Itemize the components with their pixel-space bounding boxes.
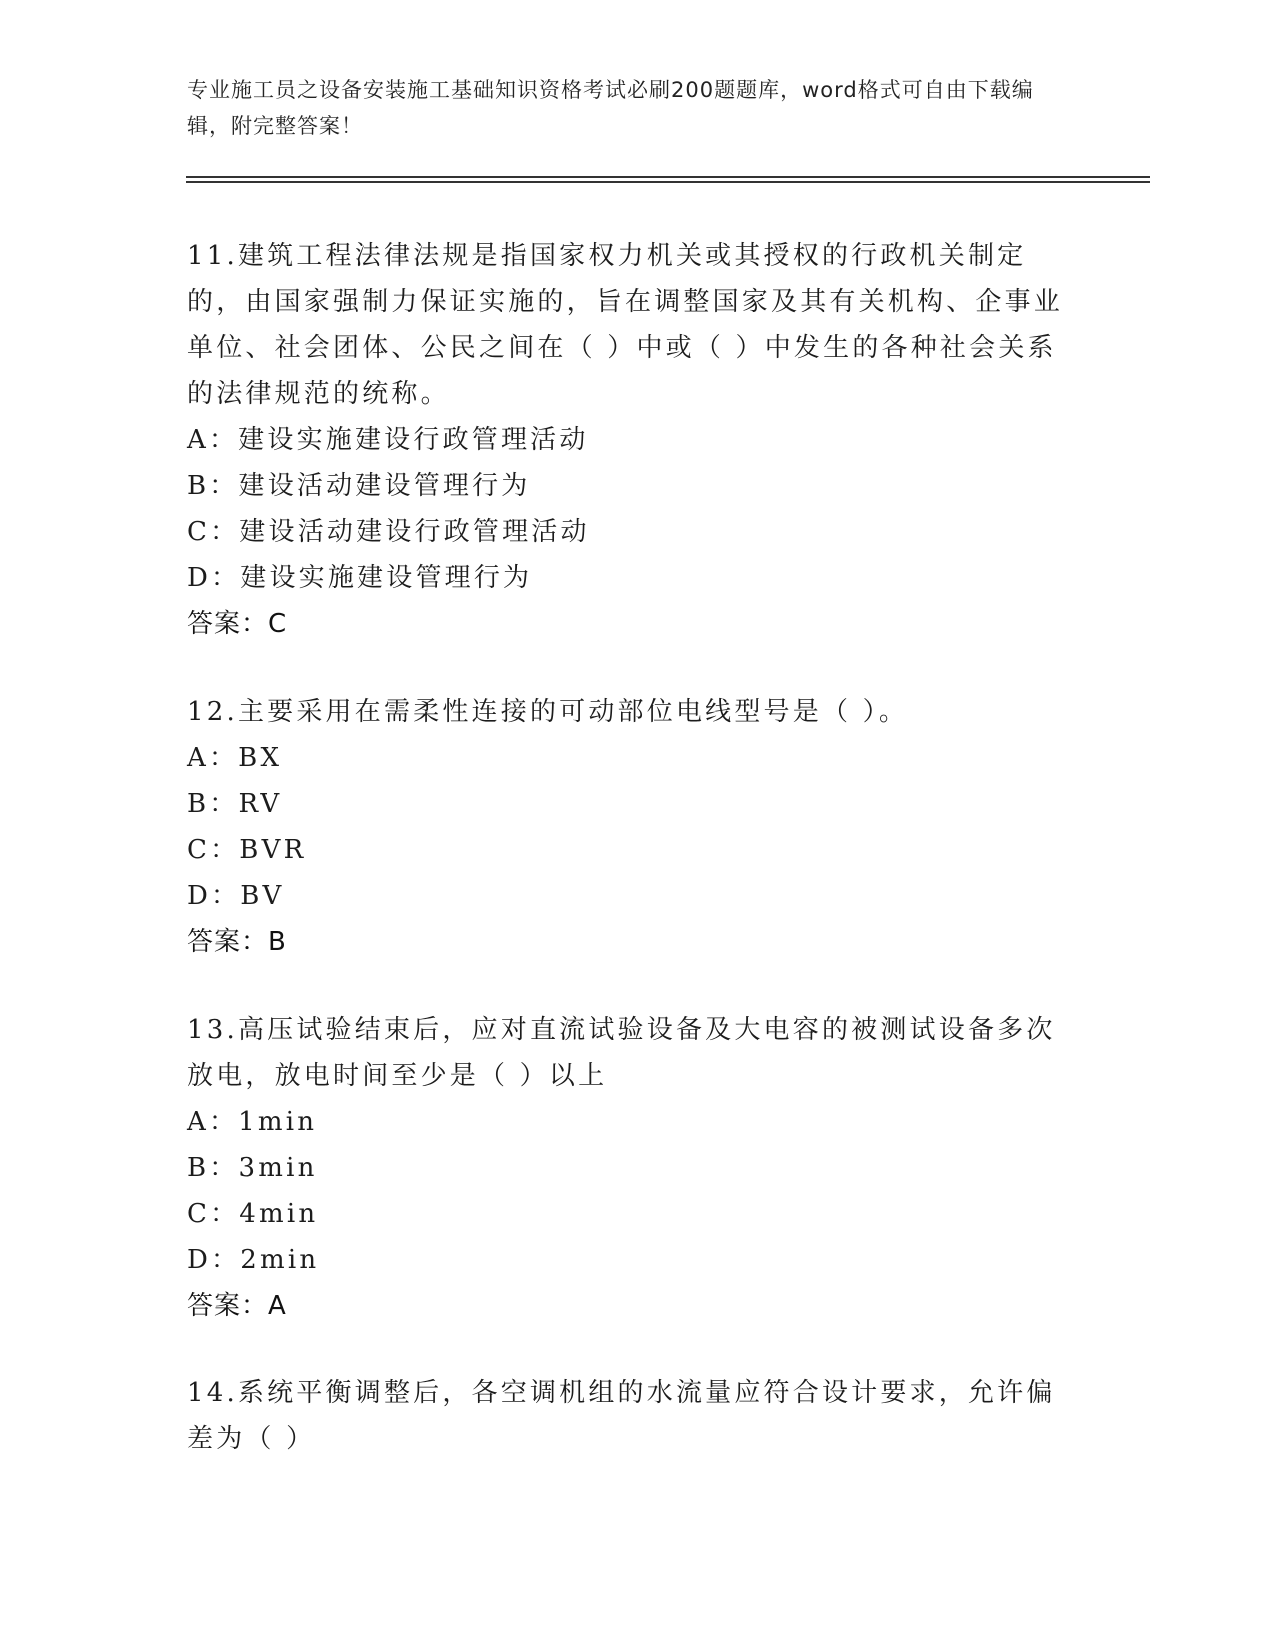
option-a: A：建设实施建设行政管理活动 bbox=[187, 425, 589, 455]
option-c: C：建设活动建设行政管理活动 bbox=[187, 517, 590, 547]
option-c: C：BVR bbox=[187, 835, 307, 865]
option-a: A：1min bbox=[187, 1107, 318, 1137]
option-d: D：2min bbox=[187, 1245, 320, 1275]
answer: 答案：C bbox=[187, 609, 288, 639]
option-d: D：BV bbox=[187, 881, 285, 911]
option-b: B：建设活动建设管理行为 bbox=[187, 471, 531, 501]
document-header: 专业施工员之设备安装施工基础知识资格考试必刷200题题库，word格式可自由下载编辑，附完整答案！ bbox=[187, 78, 1034, 138]
question-stem: 14.系统平衡调整后，各空调机组的水流量应符合设计要求，允许偏差为（ ） bbox=[187, 1378, 1056, 1454]
question-stem: 13.高压试验结束后，应对直流试验设备及大电容的被测试设备多次放电，放电时间至少是（ ）以上 bbox=[187, 1015, 1056, 1091]
header-divider-top bbox=[186, 176, 1150, 178]
question-13 bbox=[187, 1007, 1077, 1329]
question-12 bbox=[187, 689, 1077, 965]
option-d: D：建设实施建设管理行为 bbox=[187, 563, 533, 593]
answer: 答案：B bbox=[187, 927, 287, 957]
question-stem: 11.建筑工程法律法规是指国家权力机关或其授权的行政机关制定的，由国家强制力保证实施的，旨在调整国家及其有关机构、企事业单位、社会团体、公民之间在（ ）中或（ ）中发生的各种社会关系的法律规范的统称。 bbox=[187, 241, 1064, 409]
option-c: C：4min bbox=[187, 1199, 319, 1229]
option-b: B：3min bbox=[187, 1153, 318, 1183]
question-11 bbox=[187, 233, 1077, 647]
header-divider-bottom bbox=[186, 181, 1150, 183]
question-14 bbox=[187, 1370, 1077, 1462]
question-stem: 12.主要采用在需柔性连接的可动部位电线型号是（ ）。 bbox=[187, 697, 909, 727]
option-a: A：BX bbox=[187, 743, 283, 773]
option-b: B：RV bbox=[187, 789, 283, 819]
answer: 答案：A bbox=[187, 1291, 287, 1321]
